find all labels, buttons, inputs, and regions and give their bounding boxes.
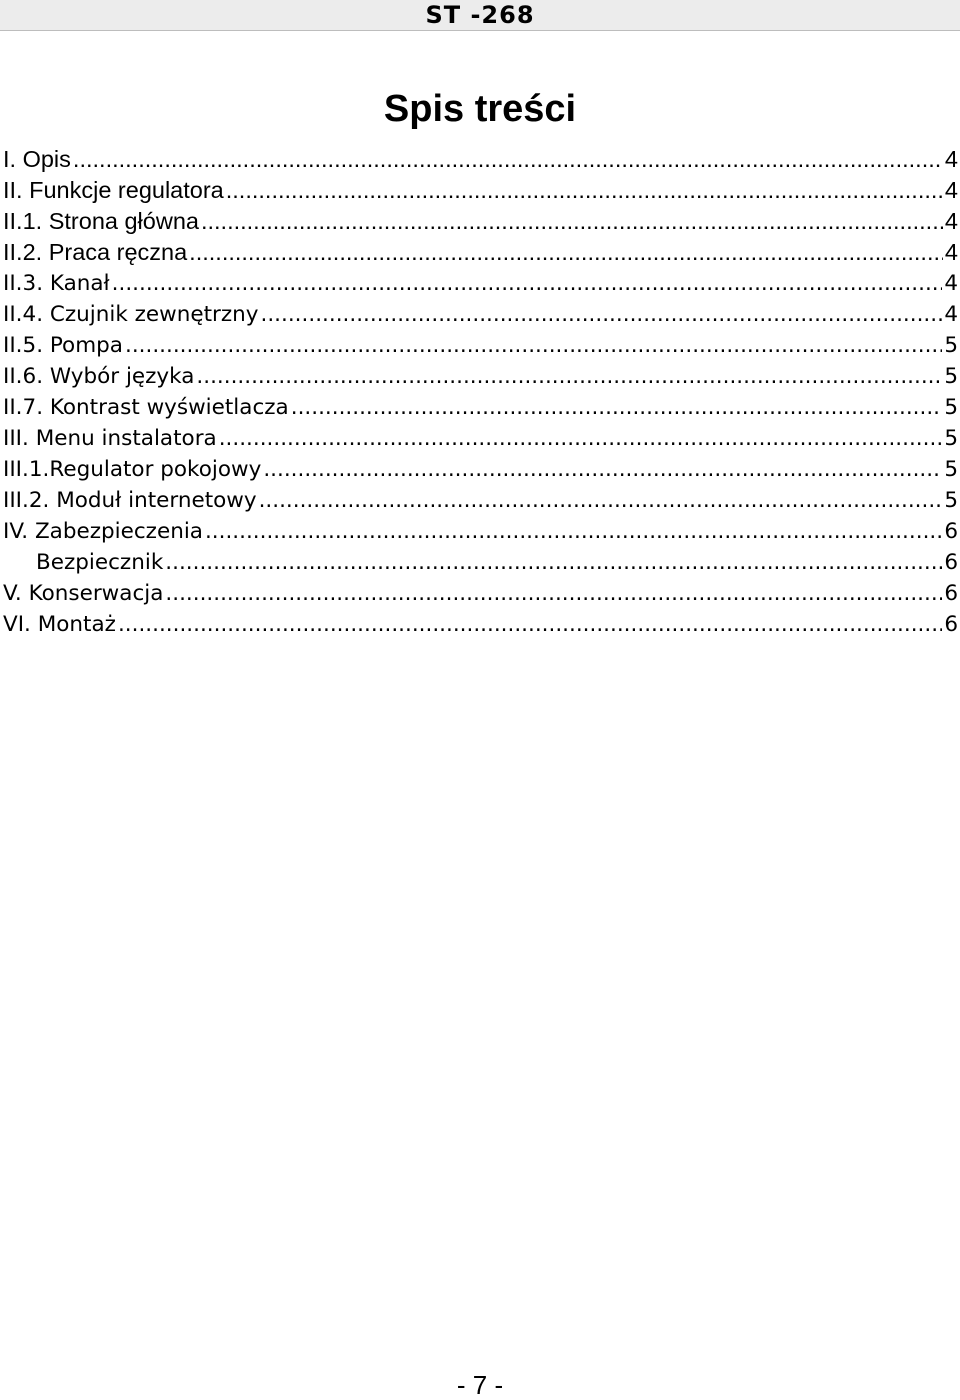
toc-entry-label: V. Konserwacja — [3, 581, 164, 606]
toc-dot-leader — [73, 144, 943, 175]
toc-entry-kanal[interactable] — [3, 268, 958, 299]
toc-entry-pompa[interactable] — [3, 330, 958, 361]
toc-dot-leader — [261, 299, 943, 330]
toc-entry-konserwacja[interactable] — [3, 578, 958, 609]
toc-dot-leader — [205, 516, 942, 547]
toc-entry-page: 5 — [944, 457, 958, 482]
toc-dot-leader — [112, 268, 943, 299]
toc-entry-label: IV. Zabezpieczenia — [3, 519, 203, 544]
table-of-contents — [3, 144, 958, 640]
toc-entry-opis[interactable] — [3, 144, 958, 175]
page-title: Spis treści — [383, 88, 577, 130]
toc-entry-page: 4 — [944, 146, 958, 172]
toc-entry-page: 5 — [944, 488, 958, 513]
page-number: - 7 - — [456, 1370, 504, 1400]
toc-entry-label: III.2. Moduł internetowy — [3, 488, 257, 513]
toc-entry-funkcje-regulatora[interactable] — [3, 175, 958, 206]
toc-entry-page: 4 — [944, 177, 958, 203]
toc-entry-modul-internetowy[interactable] — [3, 485, 958, 516]
toc-entry-kontrast-wyswietlacza[interactable] — [3, 392, 958, 423]
toc-entry-label: Bezpiecznik — [36, 550, 164, 575]
toc-entry-bezpiecznik[interactable] — [3, 547, 958, 578]
toc-entry-page: 6 — [944, 519, 958, 544]
toc-entry-regulator-pokojowy[interactable] — [3, 454, 958, 485]
toc-entry-label: III. Menu instalatora — [3, 426, 217, 451]
toc-entry-label: III.1.Regulator pokojowy — [3, 457, 262, 482]
toc-entry-label: II.7. Kontrast wyświetlacza — [3, 395, 289, 420]
toc-dot-leader — [259, 485, 943, 516]
toc-entry-wybor-jezyka[interactable] — [3, 361, 958, 392]
toc-entry-page: 6 — [944, 581, 958, 606]
toc-entry-page: 5 — [944, 364, 958, 389]
toc-dot-leader — [118, 609, 942, 640]
toc-dot-leader — [226, 175, 943, 206]
toc-dot-leader — [291, 392, 943, 423]
toc-entry-page: 4 — [944, 271, 958, 296]
toc-entry-page: 6 — [944, 550, 958, 575]
toc-entry-label: II.6. Wybór języka — [3, 364, 195, 389]
header-bar — [0, 0, 960, 31]
toc-entry-montaz[interactable] — [3, 609, 958, 640]
toc-entry-praca-reczna[interactable] — [3, 237, 958, 268]
toc-dot-leader — [263, 454, 942, 485]
toc-entry-menu-instalatora[interactable] — [3, 423, 958, 454]
toc-entry-page: 5 — [944, 333, 958, 358]
toc-dot-leader — [165, 578, 942, 609]
toc-entry-page: 4 — [944, 239, 958, 265]
toc-entry-label: II.2. Praca ręczna — [3, 239, 188, 265]
toc-dot-leader — [165, 547, 942, 578]
toc-entry-page: 4 — [944, 302, 958, 327]
toc-entry-page: 6 — [944, 612, 958, 637]
header-title: ST -268 — [425, 1, 535, 29]
toc-dot-leader — [196, 361, 942, 392]
toc-entry-page: 5 — [944, 426, 958, 451]
toc-entry-label: II.5. Pompa — [3, 333, 123, 358]
toc-entry-label: II.3. Kanał — [3, 271, 110, 296]
toc-entry-page: 5 — [944, 395, 958, 420]
toc-entry-label: VI. Montaż — [3, 612, 116, 637]
toc-entry-label: II.4. Czujnik zewnętrzny — [3, 302, 259, 327]
toc-entry-label: II.1. Strona główna — [3, 208, 199, 234]
toc-entry-czujnik-zewnetrzny[interactable] — [3, 299, 958, 330]
toc-dot-leader — [189, 237, 943, 268]
toc-entry-label: II. Funkcje regulatora — [3, 177, 224, 203]
toc-dot-leader — [201, 206, 943, 237]
toc-entry-label: I. Opis — [3, 146, 71, 172]
toc-dot-leader — [219, 423, 943, 454]
toc-entry-page: 4 — [944, 208, 958, 234]
toc-entry-strona-glowna[interactable] — [3, 206, 958, 237]
toc-entry-zabezpieczenia[interactable] — [3, 516, 958, 547]
toc-dot-leader — [125, 330, 942, 361]
